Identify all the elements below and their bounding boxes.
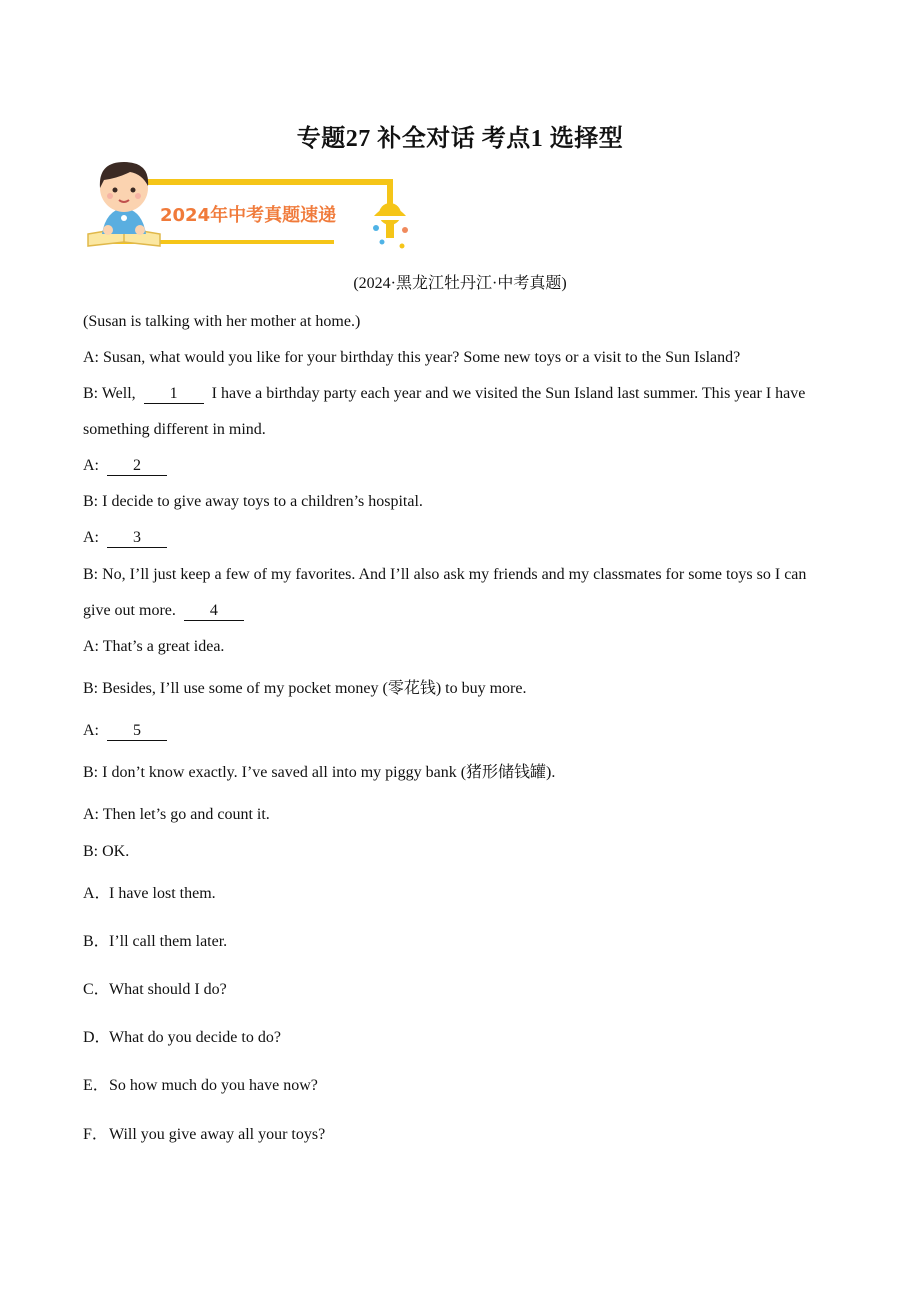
dialogue-line: B: I don’t know exactly. I’ve saved all into my piggy bank (猪形储钱罐). — [83, 764, 556, 781]
dialogue-intro: (Susan is talking with her mother at home.) — [83, 313, 361, 330]
dialogue-line: A: Then let’s go and count it. — [83, 806, 270, 823]
dialogue-line: something different in mind. — [83, 421, 266, 438]
option-letter: A． — [83, 885, 111, 902]
option-e[interactable] — [83, 1076, 318, 1096]
option-b[interactable] — [83, 932, 227, 952]
question-source: (2024·黑龙江牡丹江·中考真题) — [353, 275, 567, 292]
answer-blank-2[interactable]: 2 — [107, 457, 167, 476]
line-text: A: — [83, 722, 99, 739]
option-letter: C． — [83, 981, 110, 998]
option-c[interactable] — [83, 980, 227, 1000]
section-banner — [84, 158, 414, 254]
option-f[interactable] — [83, 1125, 325, 1145]
dialogue-line: B: OK. — [83, 843, 130, 860]
dialogue-line: A: Susan, what would you like for your birthday this year? Some new toys or a visit to the Sun Island? — [83, 349, 741, 366]
banner-title: 2024年中考真题速递 — [160, 205, 337, 226]
option-letter: E． — [83, 1077, 109, 1094]
option-letter: D． — [83, 1029, 111, 1046]
option-text: Will you give away all your toys? — [109, 1126, 326, 1143]
dialogue-line — [83, 384, 805, 404]
dialogue-line: A: That’s a great idea. — [83, 638, 225, 655]
line-text: A: — [83, 457, 99, 474]
answer-blank-4[interactable]: 4 — [184, 602, 244, 621]
line-text: I have a birthday party each year and we visited the Sun Island last summer. This year I have — [211, 385, 806, 402]
line-text: A: — [83, 529, 99, 546]
option-text: What should I do? — [109, 981, 227, 998]
answer-blank-1[interactable]: 1 — [144, 385, 204, 404]
dialogue-line — [83, 601, 244, 621]
dialogue-line: B: Besides, I’ll use some of my pocket money (零花钱) to buy more. — [83, 680, 527, 697]
option-text: So how much do you have now? — [109, 1077, 318, 1094]
line-text: give out more. — [83, 602, 176, 619]
option-letter: B． — [83, 933, 110, 950]
dialogue-line — [83, 528, 167, 548]
dialogue-line: B: I decide to give away toys to a children’s hospital. — [83, 493, 423, 510]
answer-blank-3[interactable]: 3 — [107, 529, 167, 548]
option-a[interactable] — [83, 884, 216, 904]
dialogue-line — [83, 721, 167, 741]
option-text: What do you decide to do? — [109, 1029, 281, 1046]
option-letter: F． — [83, 1126, 108, 1143]
dialogue-line — [83, 456, 167, 476]
option-text: I have lost them. — [109, 885, 216, 902]
answer-blank-5[interactable]: 5 — [107, 722, 167, 741]
line-text: B: Well, — [83, 385, 136, 402]
option-text: I’ll call them later. — [109, 933, 228, 950]
page-title: 专题27 补全对话 考点1 选择型 — [296, 126, 624, 152]
option-d[interactable] — [83, 1028, 281, 1048]
dialogue-line: B: No, I’ll just keep a few of my favorites. And I’ll also ask my friends and my classmates for some toys so I can — [83, 566, 807, 583]
